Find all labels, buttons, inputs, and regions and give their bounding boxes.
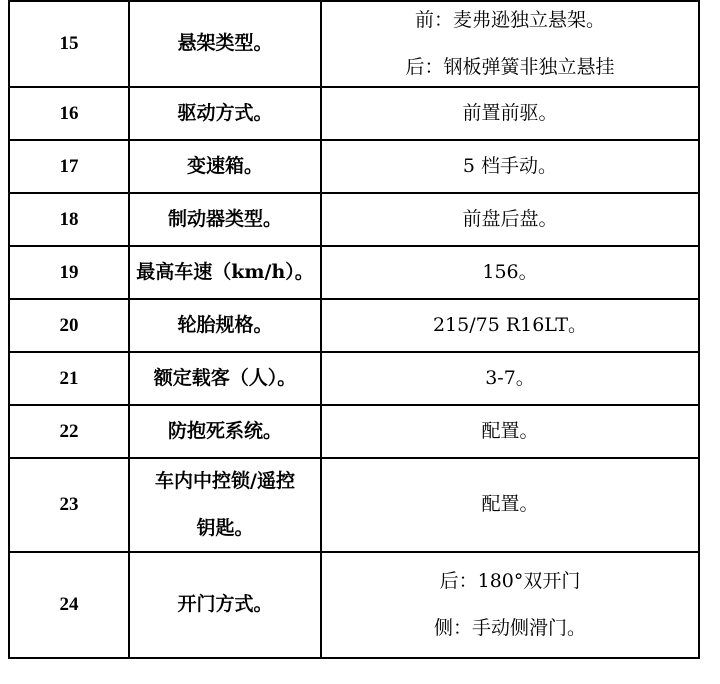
row-label-cell bbox=[129, 299, 321, 352]
table-row bbox=[9, 352, 699, 405]
row-value-line: 后：180°双开门 bbox=[439, 569, 581, 592]
row-label-line: 开门方式。 bbox=[177, 593, 273, 616]
row-label-cell bbox=[129, 193, 321, 246]
row-value-cell bbox=[321, 1, 699, 87]
row-value-cell bbox=[321, 352, 699, 405]
row-label-cell bbox=[129, 352, 321, 405]
row-label-line: 驱动方式。 bbox=[177, 101, 273, 124]
row-value-cell bbox=[321, 193, 699, 246]
row-value-cell bbox=[321, 552, 699, 658]
row-index-cell: 24 bbox=[9, 552, 129, 658]
row-label-line: 防抱死系统。 bbox=[167, 419, 282, 442]
table-row bbox=[9, 140, 699, 193]
row-index-cell: 23 bbox=[9, 458, 129, 552]
row-value-line: 后：钢板弹簧非独立悬挂 bbox=[405, 56, 615, 78]
table-row bbox=[9, 246, 699, 299]
row-value-line: 前盘后盘。 bbox=[462, 207, 558, 230]
row-value-line: 前置前驱。 bbox=[462, 101, 558, 124]
table-row bbox=[9, 299, 699, 352]
table-row bbox=[9, 193, 699, 246]
table-row bbox=[9, 458, 699, 552]
row-index-cell: 16 bbox=[9, 87, 129, 140]
row-index-cell: 15 bbox=[9, 1, 129, 87]
row-index-cell: 17 bbox=[9, 140, 129, 193]
row-value-cell bbox=[321, 87, 699, 140]
row-value-cell bbox=[321, 140, 699, 193]
row-index-cell: 21 bbox=[9, 352, 129, 405]
row-label-cell bbox=[129, 1, 321, 87]
row-label-cell bbox=[129, 87, 321, 140]
row-label-cell bbox=[129, 405, 321, 458]
row-label-line: 最高车速（km/h）。 bbox=[136, 260, 314, 283]
row-value-line: 3-7。 bbox=[485, 366, 535, 389]
row-label-line: 额定载客（人）。 bbox=[153, 366, 297, 389]
row-value-line: 5 档手动。 bbox=[462, 154, 558, 177]
row-index-cell: 19 bbox=[9, 246, 129, 299]
row-value-line: 前：麦弗逊独立悬架。 bbox=[414, 8, 605, 31]
row-label-line: 悬架类型。 bbox=[177, 32, 273, 55]
row-value-line: 配置。 bbox=[481, 493, 539, 516]
row-label-line: 制动器类型。 bbox=[167, 207, 282, 230]
row-value-line: 215/75 R16LT。 bbox=[432, 313, 588, 336]
row-label-line: 车内中控锁/遥控 bbox=[155, 469, 295, 492]
row-label-cell bbox=[129, 246, 321, 299]
row-value-line: 侧：手动侧滑门。 bbox=[433, 617, 586, 639]
row-index-cell: 20 bbox=[9, 299, 129, 352]
row-label-cell bbox=[129, 552, 321, 658]
row-index-cell: 18 bbox=[9, 193, 129, 246]
vehicle-spec-table bbox=[8, 0, 700, 659]
row-label-cell bbox=[129, 458, 321, 552]
row-label-cell bbox=[129, 140, 321, 193]
row-value-cell bbox=[321, 458, 699, 552]
row-label-line: 钥匙。 bbox=[196, 517, 254, 539]
row-label-line: 变速箱。 bbox=[186, 154, 263, 177]
row-value-cell bbox=[321, 299, 699, 352]
row-value-line: 配置。 bbox=[481, 419, 539, 442]
row-value-cell bbox=[321, 405, 699, 458]
row-label-line: 轮胎规格。 bbox=[177, 313, 273, 336]
table-body bbox=[9, 1, 699, 658]
row-index-cell: 22 bbox=[9, 405, 129, 458]
table-row bbox=[9, 405, 699, 458]
table-row bbox=[9, 87, 699, 140]
row-value-cell bbox=[321, 246, 699, 299]
table-row bbox=[9, 1, 699, 87]
table-row bbox=[9, 552, 699, 658]
row-value-line: 156。 bbox=[482, 260, 538, 283]
